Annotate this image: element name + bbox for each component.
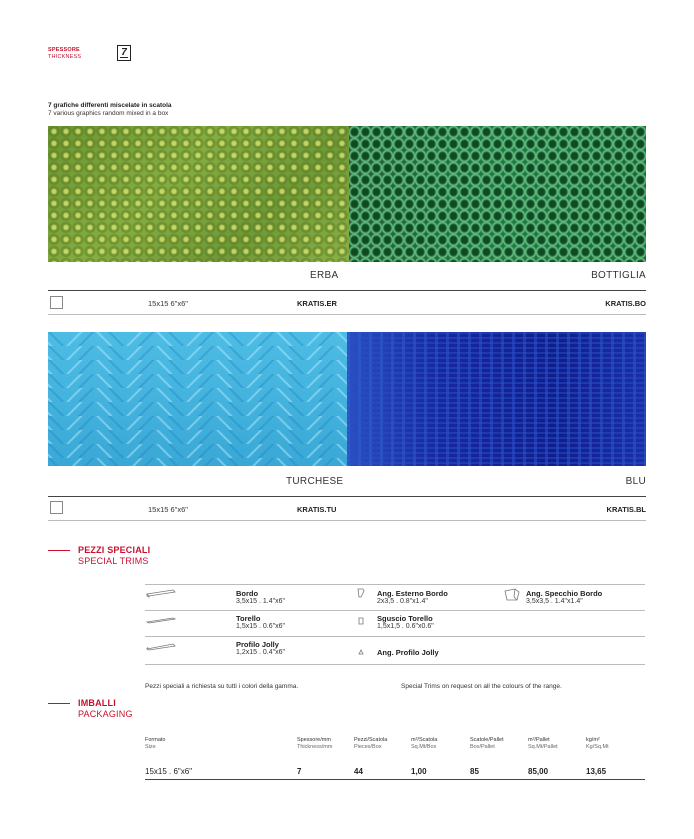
pack-header-pieces-en: Pieces/Box	[354, 744, 382, 750]
pack-header-sqm-box-it: m²/Scatola	[411, 737, 438, 743]
ang-profilo-jolly-icon	[357, 647, 365, 657]
pack-value-size: 15x15 . 6"x6"	[145, 767, 193, 776]
tile-name-blu: BLU	[625, 476, 646, 487]
thickness-value-badge: 7	[117, 45, 131, 61]
divider	[48, 290, 646, 291]
tile-name-turchese: TURCHESE	[286, 476, 344, 487]
trims-note-it: Pezzi speciali a richiesta su tutti i colori della gamma.	[145, 683, 299, 690]
section-marker	[48, 550, 70, 551]
tile-swatch-erba	[48, 126, 349, 262]
pack-value-thickness: 7	[297, 767, 302, 776]
pack-value-sqm-pallet: 85,00	[528, 767, 549, 776]
trim-dim-torello: 1,5x15 . 0.6"x6"	[236, 623, 285, 630]
ang-esterno-bordo-icon	[354, 588, 368, 598]
tile-swatch-blu	[347, 332, 646, 466]
bordo-icon	[146, 588, 176, 598]
divider	[145, 779, 645, 780]
pack-value-sqm-box: 1,00	[411, 767, 427, 776]
tile-name-erba: ERBA	[310, 270, 339, 281]
format-label-row1: 15x15 6"x6"	[148, 299, 188, 308]
pack-header-sqm-pallet-it: m²/Pallet	[528, 737, 550, 743]
divider	[48, 520, 646, 521]
packaging-title-en: PACKAGING	[78, 709, 133, 719]
format-label-row2: 15x15 6"x6"	[148, 505, 188, 514]
thickness-label-it: SPESSORE	[48, 47, 80, 53]
pack-value-pieces: 44	[354, 767, 363, 776]
pack-header-size-en: Size	[145, 744, 156, 750]
trim-dim-bordo: 3,5x15 . 1.4"x6"	[236, 598, 285, 605]
trim-name-profilo-jolly: Profilo Jolly	[236, 640, 279, 649]
packaging-title-it: IMBALLI	[78, 698, 116, 708]
pack-header-thickness-it: Spessore/mm	[297, 737, 331, 743]
divider	[145, 664, 645, 665]
pack-header-box-pallet-it: Scatole/Pallet	[470, 737, 504, 743]
trim-dim-ang-esterno-bordo: 2x3,5 . 0.8"x1.4"	[377, 598, 428, 605]
select-checkbox-row1[interactable]	[50, 296, 63, 309]
pack-header-pieces-it: Pezzi/Scatola	[354, 737, 388, 743]
pack-value-kg: 13,65	[586, 767, 607, 776]
tile-swatch-turchese	[48, 332, 347, 466]
section-marker	[48, 703, 70, 704]
trim-dim-ang-specchio-bordo: 3,5x3,5 . 1.4"x1.4"	[526, 598, 583, 605]
profilo-jolly-icon	[146, 641, 176, 651]
torello-icon	[146, 615, 176, 625]
pack-header-kg-it: kg/m²	[586, 737, 600, 743]
trim-name-sguscio-torello: Sguscio Torello	[377, 614, 433, 623]
tile-swatch-bottiglia	[349, 126, 646, 262]
pack-value-box-pallet: 85	[470, 767, 479, 776]
trim-dim-profilo-jolly: 1,2x15 . 0.4"x6"	[236, 649, 285, 656]
pack-header-sqm-pallet-en: Sq.Mt/Pallet	[528, 744, 558, 750]
trims-title-en: SPECIAL TRIMS	[78, 556, 149, 566]
select-checkbox-row2[interactable]	[50, 501, 63, 514]
trims-note-en: Special Trims on request on all the colours of the range.	[401, 683, 562, 690]
product-code-turchese: KRATIS.TU	[297, 505, 337, 514]
thickness-label-en: THICKNESS	[48, 54, 82, 60]
pack-header-kg-en: Kg/Sq.Mt	[586, 744, 609, 750]
trim-name-ang-esterno-bordo: Ang. Esterno Bordo	[377, 589, 448, 598]
divider	[145, 584, 645, 585]
pack-header-size-it: Formato	[145, 737, 166, 743]
tile-name-bottiglia: BOTTIGLIA	[591, 270, 646, 281]
trim-name-ang-profilo-jolly: Ang. Profilo Jolly	[377, 648, 439, 657]
trims-title-it: PEZZI SPECIALI	[78, 545, 151, 555]
divider	[145, 636, 645, 637]
intro-text-en: 7 various graphics random mixed in a box	[48, 110, 169, 117]
trim-name-bordo: Bordo	[236, 589, 259, 598]
pack-header-box-pallet-en: Box/Pallet	[470, 744, 495, 750]
product-code-bottiglia: KRATIS.BO	[605, 299, 646, 308]
ang-specchio-bordo-icon	[503, 588, 521, 602]
divider	[48, 496, 646, 497]
trim-dim-sguscio-torello: 1,5x1,5 . 0.6"x0.6"	[377, 623, 434, 630]
product-code-erba: KRATIS.ER	[297, 299, 337, 308]
pack-header-sqm-box-en: Sq.Mt/Box	[411, 744, 437, 750]
trim-name-ang-specchio-bordo: Ang. Specchio Bordo	[526, 589, 603, 598]
intro-text-it: 7 grafiche differenti miscelate in scatola	[48, 102, 172, 109]
pack-header-thickness-en: Thickness/mm	[297, 744, 333, 750]
divider	[145, 610, 645, 611]
product-code-blu: KRATIS.BL	[606, 505, 646, 514]
sguscio-torello-icon	[356, 616, 366, 626]
divider	[48, 314, 646, 315]
trim-name-torello: Torello	[236, 614, 261, 623]
